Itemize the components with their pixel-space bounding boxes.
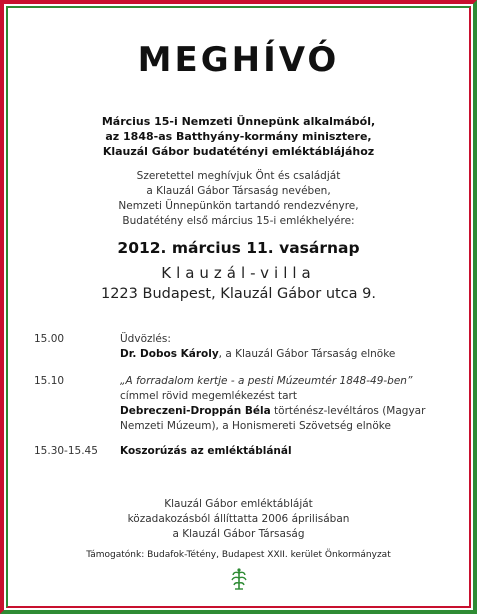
speaker-name: Debreczeni-Droppán Béla bbox=[120, 405, 271, 417]
program-body bbox=[120, 332, 460, 362]
program-body bbox=[120, 374, 460, 434]
intro-line: az 1848-as Batthyány-kormány minisztere, bbox=[105, 130, 372, 143]
intro-line: Március 15-i Nemzeti Ünnepünk alkalmából, bbox=[101, 115, 376, 128]
program-line: címmel rövid megemlékezést tart bbox=[120, 390, 297, 402]
event-venue: Klauzál-villa bbox=[161, 264, 316, 282]
speaker-role: történész-levéltáros (Magyar bbox=[270, 405, 426, 417]
tree-emblem-icon bbox=[229, 567, 249, 591]
program-time: 15.10 bbox=[34, 375, 65, 387]
program-time: 15.30-15.45 bbox=[34, 445, 98, 457]
program-speaker-line bbox=[120, 347, 460, 362]
footer-line: közadakozásból állíttatta 2006 áprilisában bbox=[127, 513, 350, 525]
footer-line: a Klauzál Gábor Társaság bbox=[172, 528, 305, 540]
sponsor-line: Támogatónk: Budafok-Tétény, Budapest XXII. kerület Önkormányzat bbox=[86, 550, 391, 560]
program-line: Üdvözlés: bbox=[120, 333, 171, 345]
program-speaker-line bbox=[120, 404, 460, 419]
footer-line: Klauzál Gábor emléktábláját bbox=[164, 498, 313, 510]
speaker-name: Dr. Dobos Károly bbox=[120, 348, 219, 360]
speaker-role: , a Klauzál Gábor Társaság elnöke bbox=[218, 348, 396, 360]
page-title: MEGHÍVÓ bbox=[137, 40, 340, 80]
program-time: 15.00 bbox=[34, 333, 65, 345]
footer-text bbox=[0, 497, 477, 542]
invitation-text bbox=[0, 169, 477, 229]
program-line: Nemzeti Múzeum), a Honismereti Szövetség elnöke bbox=[120, 420, 391, 432]
invitation-line: Nemzeti Ünnepünkön tartandó rendezvényre, bbox=[118, 200, 359, 212]
event-date: 2012. március 11. vasárnap bbox=[117, 239, 360, 257]
intro-line: Klauzál Gábor budatétényi emléktáblájához bbox=[102, 145, 375, 158]
lecture-title: „A forradalom kertje - a pesti Múzeumtér 1848-49-ben” bbox=[120, 375, 413, 387]
program-body: Koszorúzás az emléktáblánál bbox=[120, 445, 292, 457]
invitation-line: a Klauzál Gábor Társaság nevében, bbox=[146, 185, 331, 197]
event-address: 1223 Budapest, Klauzál Gábor utca 9. bbox=[100, 286, 376, 302]
invitation-line: Budatétény első március 15-i emlékhelyére: bbox=[122, 215, 355, 227]
intro-text bbox=[0, 114, 477, 159]
invitation-line: Szeretettel meghívjuk Önt és családját bbox=[136, 170, 341, 182]
